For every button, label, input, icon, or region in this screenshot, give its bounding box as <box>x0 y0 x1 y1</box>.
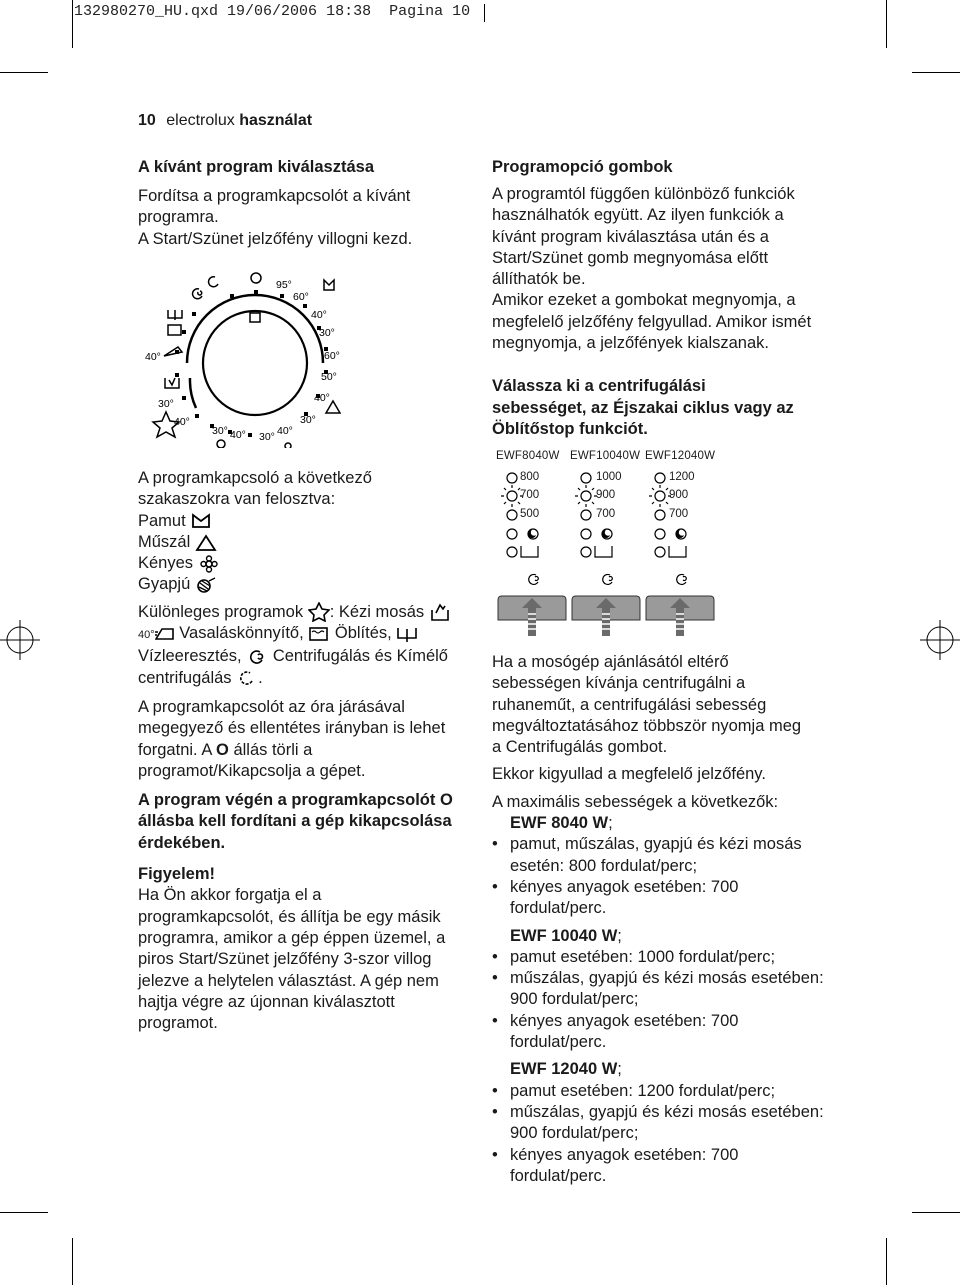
max-speed-block: EWF 12040 W; • pamut esetében: 1200 fordulat/perc; • műszálas, gyapjú és kézi mosás esetében: 900 fordulat/perc; • kényes anyagok esetében: 700 fordulat/perc. <box>492 1059 832 1187</box>
handwash-icon <box>165 378 179 388</box>
rinse-icon <box>308 626 330 642</box>
wool-icon <box>217 440 225 448</box>
dial-label: 50° <box>321 371 337 383</box>
dial-pointer <box>250 313 260 322</box>
crop-mark <box>912 1212 960 1213</box>
spin-icon <box>193 289 202 299</box>
indicator-light-lit <box>575 485 597 507</box>
dial-label: 40° <box>277 425 293 437</box>
speed-value: 500 <box>520 508 540 520</box>
dial-label: 95° <box>276 279 292 291</box>
max-speed-block: EWF 10040 W; • pamut esetében: 1000 fordulat/perc; • műszálas, gyapjú és kézi mosás esetében: 900 fordulat/perc; • kényes anyagok esetében: 700 fordulat/perc. <box>492 926 832 1054</box>
print-slug <box>74 3 470 20</box>
registration-mark-left <box>0 620 40 660</box>
category-delicates: Kényes <box>138 553 468 574</box>
dial-label: 30° <box>158 398 174 410</box>
dial-label: 60° <box>293 291 309 303</box>
crop-mark <box>72 0 73 48</box>
easy-iron-icon <box>164 347 182 356</box>
delicates-icon <box>198 555 220 573</box>
indicator-light <box>507 547 517 557</box>
crop-mark <box>912 72 960 73</box>
special-programs-line: centrifugálás . <box>138 668 263 687</box>
gentle-spin-icon <box>209 277 218 287</box>
speed-value: 800 <box>520 471 540 483</box>
special-program-icon <box>308 602 330 622</box>
list-item: • műszálas, gyapjú és kézi mosás esetében: 900 fordulat/perc; <box>492 969 824 1009</box>
rinse-hold-icon <box>595 546 612 557</box>
night-cycle-moon <box>676 530 684 538</box>
dial-knob <box>203 311 307 415</box>
indicator-light <box>655 473 665 483</box>
program-selection-section <box>138 157 468 250</box>
list-item: • kényes anyagok esetében: 700 fordulat/perc. <box>492 1145 739 1185</box>
handwash-icon <box>429 602 451 622</box>
synthetic-icon <box>195 534 217 552</box>
dial-label: 40° <box>174 416 190 428</box>
model-label: EWF12040W <box>645 450 716 462</box>
rinse-hold-icon <box>669 546 686 557</box>
attention-title: Figyelem! <box>138 865 216 884</box>
category-cotton: Pamut <box>138 511 468 532</box>
delicate-icon <box>148 376 152 384</box>
cotton-icon <box>324 280 334 290</box>
drain-icon <box>396 625 418 643</box>
special-programs-line: Különleges programok : Kézi mosás <box>138 602 468 623</box>
indicator-light <box>655 529 665 539</box>
dial-label: 40° <box>314 392 330 404</box>
indicator-light <box>581 547 591 557</box>
dial-label: 60° <box>324 350 340 362</box>
program-dial <box>138 268 358 448</box>
intro-line: A Start/Szünet jelzőfény villogni kezd. <box>138 229 413 248</box>
program-options-section: Programopció gombok A programtól függően különböző funkciók használhatók együtt. Az ilyen funkciók a kívánt program kiválasztása után és a Start/Szünet gomb megnyomása előtt állíthatók be. Amikor ezeket a gombokat megnyomja, a megfelelő jelzőfény felgyullad. Amikor ismét megnyomja, a jelzőfények kialszanak. Válassza ki a centrifugálási sebességet, az Éjszakai ciklus vagy az Öblítőstop funkciót. <box>492 157 832 440</box>
dial-label: 30° <box>300 414 316 426</box>
dial-label: 40° <box>311 309 327 321</box>
slug-time: 18:38 <box>326 3 372 20</box>
slug-page-number: 10 <box>452 3 471 20</box>
spin-icon <box>677 574 687 584</box>
list-item: • kényes anyagok esetében: 700 fordulat/perc. <box>492 877 739 918</box>
wool-icon <box>195 576 217 594</box>
model-label: EWF8040W <box>496 450 560 462</box>
spin-button <box>572 596 640 636</box>
list-item: • pamut esetében: 1200 fordulat/perc; <box>492 1081 776 1100</box>
drain-icon <box>168 310 182 320</box>
gentle-spin-icon <box>236 669 258 687</box>
intro-line: Fordítsa a programkapcsolót a kívánt <box>138 187 411 205</box>
spin-icon <box>603 574 613 584</box>
list-item: • pamut esetében: 1000 fordulat/perc; <box>492 947 776 966</box>
indicator-light <box>581 510 591 520</box>
delicates-flower-icon <box>285 443 291 448</box>
category-wool: Gyapjú <box>138 574 468 595</box>
crop-mark <box>886 1238 887 1285</box>
crop-mark <box>0 72 48 73</box>
end-of-program-note: A program végén a programkapcsolót O állásba kell fordítani a gép kikapcsolása érdekében. <box>138 791 453 852</box>
attention-block: Figyelem! Ha Ön akkor forgatja el a programkapcsolót, és állítja be egy másik programra, amikor a gép éppen üzemel, a piros Start/Szünet jelzőfény 3-szor villog jelezve a helytelen választást. A gép nem hajtja végre az újonnan kiválasztott programot. <box>138 864 468 1034</box>
crop-mark <box>72 1238 73 1285</box>
spin-icon <box>246 648 268 666</box>
dial-label: 40° <box>230 429 246 441</box>
indicator-light <box>655 547 665 557</box>
indicator-light <box>507 529 517 539</box>
crop-mark <box>0 1212 48 1213</box>
dial-label: 40° <box>145 351 161 363</box>
speed-value: 700 <box>596 508 616 520</box>
easy-iron-icon <box>155 626 175 642</box>
sections-intro-line: szakaszokra van felosztva: <box>138 490 336 509</box>
speed-value: 1200 <box>669 471 695 483</box>
cotton-icon <box>190 512 212 530</box>
night-cycle-moon <box>528 530 536 538</box>
crop-mark <box>886 0 887 48</box>
indicator-light-lit <box>649 485 671 507</box>
sections-intro-line: A programkapcsoló a következő <box>138 469 372 487</box>
indicator-light <box>507 473 517 483</box>
indicator-light <box>581 473 591 483</box>
max-speed-block: EWF 8040 W; • pamut, műszálas, gyapjú és kézi mosás esetén: 800 fordulat/perc; • kényes anyagok esetében: 700 fordulat/perc. <box>492 813 832 919</box>
section-title: Programopció gombok <box>492 158 673 176</box>
brand-name: electrolux <box>166 112 235 129</box>
list-item: • műszálas, gyapjú és kézi mosás esetében: 900 fordulat/perc; <box>492 1102 824 1143</box>
special-programs-line: 40° Vasaláskönnyítő, Öblítés, <box>138 623 468 646</box>
slug-date: 19/06/2006 <box>227 3 318 20</box>
rotation-paragraph: A programkapcsolót az óra járásával megegyező és ellentétes irányban is lehet forgatni. A O állás törli a programot/Kikapcsolja a gépet. <box>138 697 446 780</box>
dial-label: 30° <box>212 425 228 437</box>
page-header <box>138 112 312 130</box>
slug-page-word: Pagina <box>389 3 444 20</box>
slug-filename: 132980270_HU.qxd <box>74 3 219 20</box>
spin-speed-instructions: Ha a mosógép ajánlásától eltérő sebességen kívánja centrifugálni a ruhaneműt, a centrifugálási sebesség megváltoztatásához többször nyomja meg a Centrifugálás gombot. Ekkor kigyullad a megfelelő jelzőfény. A maximális sebességek a következők: EWF 8040 W; • pamut, műszálas, gyapjú és kézi mosás esetén: 800 fordulat/perc; • kényes anyagok esetében: 700 fordulat/perc. EWF 10040 W; • pamut esetében: 1000 fordulat/perc; • műszálas, gyapjú és kézi mosás esetében: 900 fordulat/perc; • kényes anyagok esetében: 700 fordulat/perc. EWF 12040 W; • pamut esetében: 1200 fordulat/perc; • műszálas, gyapjú és kézi mosás esetében: 900 fordulat/perc; • kényes anyagok esetében: 700 fordulat/perc. <box>492 652 832 1187</box>
spin-button <box>646 596 714 636</box>
registration-mark-right <box>920 620 960 660</box>
speed-value: 700 <box>669 508 689 520</box>
speed-value: 1000 <box>596 471 622 483</box>
spin-selection-title: Válassza ki a centrifugálási sebességet, az Éjszakai ciklus vagy az Öblítőstop funkciót. <box>492 377 794 438</box>
dial-label: 30° <box>319 327 335 339</box>
category-synthetic: Műszál <box>138 532 468 553</box>
section-name: használat <box>239 112 313 129</box>
dial-arc-inner <box>190 378 196 408</box>
intro-line: programra. <box>138 208 219 227</box>
dial-label: 30° <box>259 431 275 443</box>
list-item: • pamut, műszálas, gyapjú és kézi mosás esetén: 800 fordulat/perc; <box>492 835 802 875</box>
indicator-light <box>581 529 591 539</box>
section-title: A kívánt program kiválasztása <box>138 158 374 176</box>
night-cycle-moon <box>602 530 610 538</box>
special-programs-line: Vízleeresztés, Centrifugálás és Kímélő <box>138 647 448 666</box>
speed-value: 900 <box>669 489 689 501</box>
off-position-icon <box>251 273 261 283</box>
speed-value: 900 <box>596 489 616 501</box>
model-label: EWF10040W <box>570 450 641 462</box>
rinse-hold-icon <box>521 546 538 557</box>
spin-icon <box>529 574 539 584</box>
list-item: • kényes anyagok esetében: 700 fordulat/perc. <box>492 1011 739 1052</box>
indicator-light <box>655 510 665 520</box>
speed-value: 700 <box>520 489 540 501</box>
slug-divider <box>484 4 485 22</box>
spin-button <box>498 596 566 636</box>
rinse-icon <box>168 325 181 335</box>
indicator-light <box>507 510 517 520</box>
program-sections <box>138 468 468 1034</box>
page-number: 10 <box>138 112 156 129</box>
